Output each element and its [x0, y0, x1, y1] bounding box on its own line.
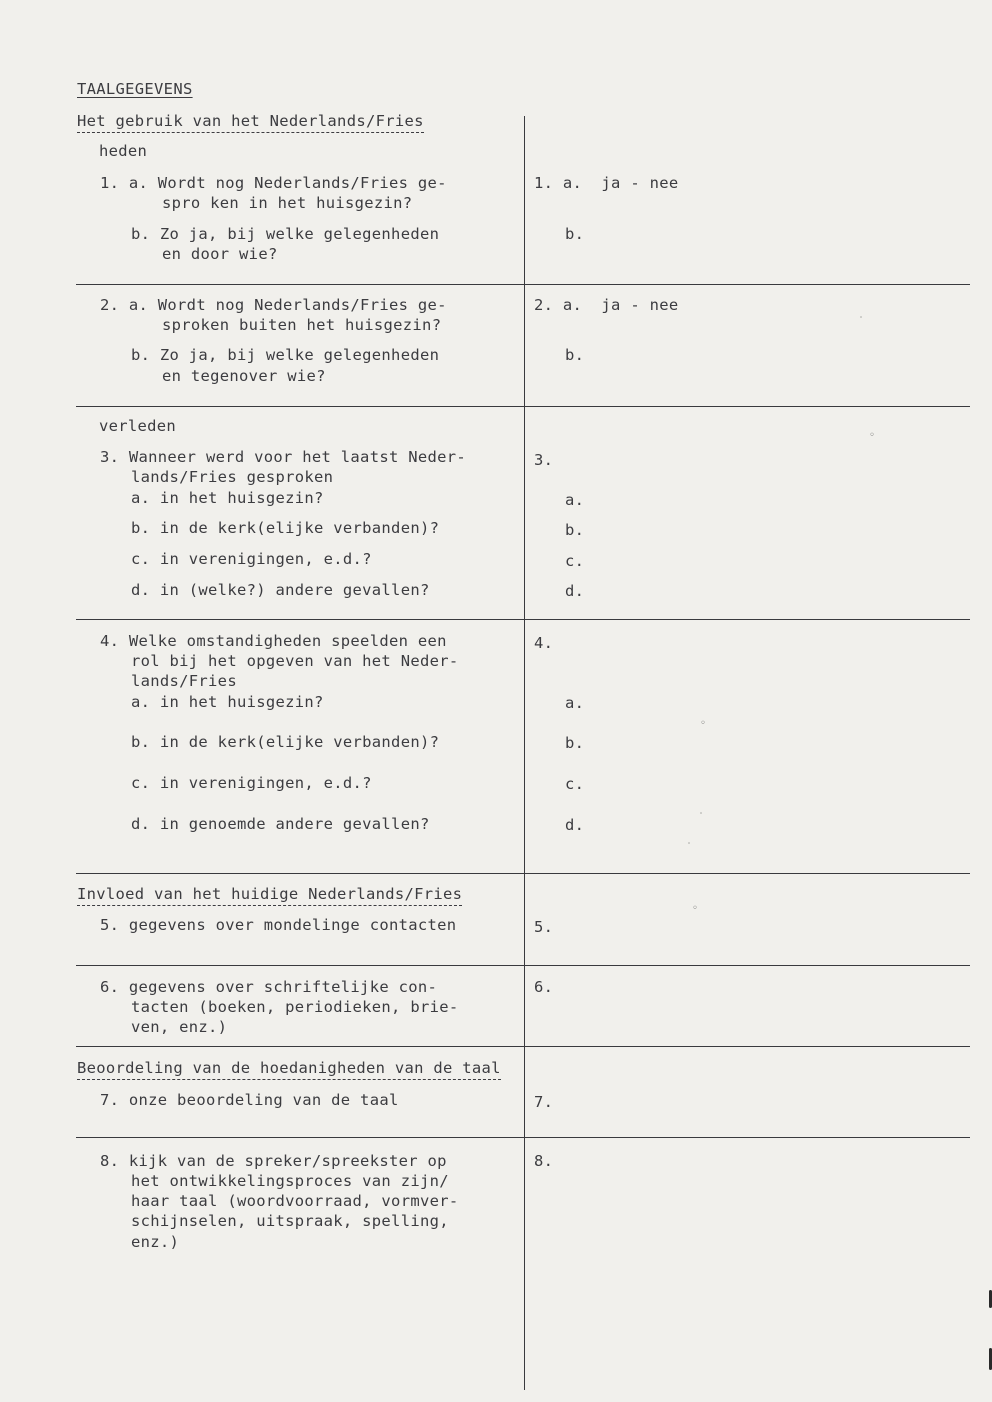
question-3c: c. in verenigingen, e.d.?: [131, 550, 372, 568]
paper-speck: ◦: [692, 903, 699, 914]
separator: [76, 965, 970, 966]
question-2a-line1: 2. a. Wordt nog Nederlands/Fries ge-: [100, 296, 447, 314]
question-4b: b. in de kerk(elijke verbanden)?: [131, 733, 440, 751]
question-1a-line1: 1. a. Wordt nog Nederlands/Fries ge-: [100, 174, 447, 192]
answer-8: 8.: [534, 1152, 554, 1170]
section-heading: Het gebruik van het Nederlands/Fries: [77, 111, 424, 133]
section-heading: Invloed van het huidige Nederlands/Fries: [77, 884, 462, 906]
question-8-line1: 8. kijk van de spreker/spreekster op: [100, 1152, 447, 1170]
separator: [76, 1137, 970, 1138]
question-3b: b. in de kerk(elijke verbanden)?: [131, 519, 440, 537]
question-6-line1: 6. gegevens over schriftelijke con-: [100, 978, 438, 996]
answer-3c: c.: [565, 552, 585, 570]
question-3a: a. in het huisgezin?: [131, 489, 324, 507]
answer-3: 3.: [534, 451, 554, 469]
question-8-line3: haar taal (woordvoorraad, vormver-: [131, 1192, 459, 1210]
question-1b-line1: b. Zo ja, bij welke gelegenheden: [131, 225, 440, 243]
question-8-line2: het ontwikkelingsproces van zijn/: [131, 1172, 449, 1190]
question-3d: d. in (welke?) andere gevallen?: [131, 581, 430, 599]
answer-4: 4.: [534, 634, 554, 652]
question-6-line2: tacten (boeken, periodieken, brie-: [131, 998, 459, 1016]
separator: [76, 406, 970, 407]
answer-4c: c.: [565, 775, 585, 793]
answer-1b: b.: [565, 225, 585, 243]
answer-3b: b.: [565, 521, 585, 539]
separator: [76, 284, 970, 285]
subheading-present: heden: [99, 142, 148, 160]
separator: [76, 1046, 970, 1047]
paper-speck: ◦: [869, 430, 876, 441]
question-4d: d. in genoemde andere gevallen?: [131, 815, 430, 833]
question-6-line3: ven, enz.): [131, 1018, 228, 1036]
question-1a-line2: spro ken in het huisgezin?: [162, 194, 413, 212]
separator: [76, 619, 970, 620]
answer-5: 5.: [534, 918, 554, 936]
answer-2b: b.: [565, 346, 585, 364]
answer-4d: d.: [565, 816, 585, 834]
answer-1a: 1. a. ja - nee: [534, 174, 679, 192]
paper-speck: ◦: [700, 718, 707, 729]
paper-speck: ˙: [858, 316, 865, 327]
question-4c: c. in verenigingen, e.d.?: [131, 774, 372, 792]
question-8-line4: schijnselen, uitspraak, spelling,: [131, 1212, 449, 1230]
paper-speck: ˙: [698, 812, 705, 823]
column-divider: [524, 116, 525, 1390]
question-1b-line2: en door wie?: [162, 245, 278, 263]
question-3-line2: lands/Fries gesproken: [131, 468, 334, 486]
question-4-line1: 4. Welke omstandigheden speelden een: [100, 632, 447, 650]
answer-3a: a.: [565, 491, 585, 509]
question-2a-line2: sproken buiten het huisgezin?: [162, 316, 442, 334]
paper-speck: ˙: [686, 842, 693, 853]
question-3-line1: 3. Wanneer werd voor het laatst Neder-: [100, 448, 467, 466]
section-heading: Beoordeling van de hoedanigheden van de taal: [77, 1058, 501, 1080]
question-7: 7. onze beoordeling van de taal: [100, 1091, 399, 1109]
separator: [76, 873, 970, 874]
question-2b-line1: b. Zo ja, bij welke gelegenheden: [131, 346, 440, 364]
answer-4b: b.: [565, 734, 585, 752]
answer-2a: 2. a. ja - nee: [534, 296, 679, 314]
answer-6: 6.: [534, 978, 554, 996]
question-4-line2: rol bij het opgeven van het Neder-: [131, 652, 459, 670]
answer-7: 7.: [534, 1093, 554, 1111]
question-4a: a. in het huisgezin?: [131, 693, 324, 711]
answer-4a: a.: [565, 694, 585, 712]
page-title: TAALGEGEVENS: [77, 80, 193, 98]
question-2b-line2: en tegenover wie?: [162, 367, 326, 385]
question-4-line3: lands/Fries: [131, 672, 237, 690]
question-5: 5. gegevens over mondelinge contacten: [100, 916, 457, 934]
question-8-line5: enz.): [131, 1233, 180, 1251]
answer-3d: d.: [565, 582, 585, 600]
subheading-past: verleden: [99, 417, 177, 435]
